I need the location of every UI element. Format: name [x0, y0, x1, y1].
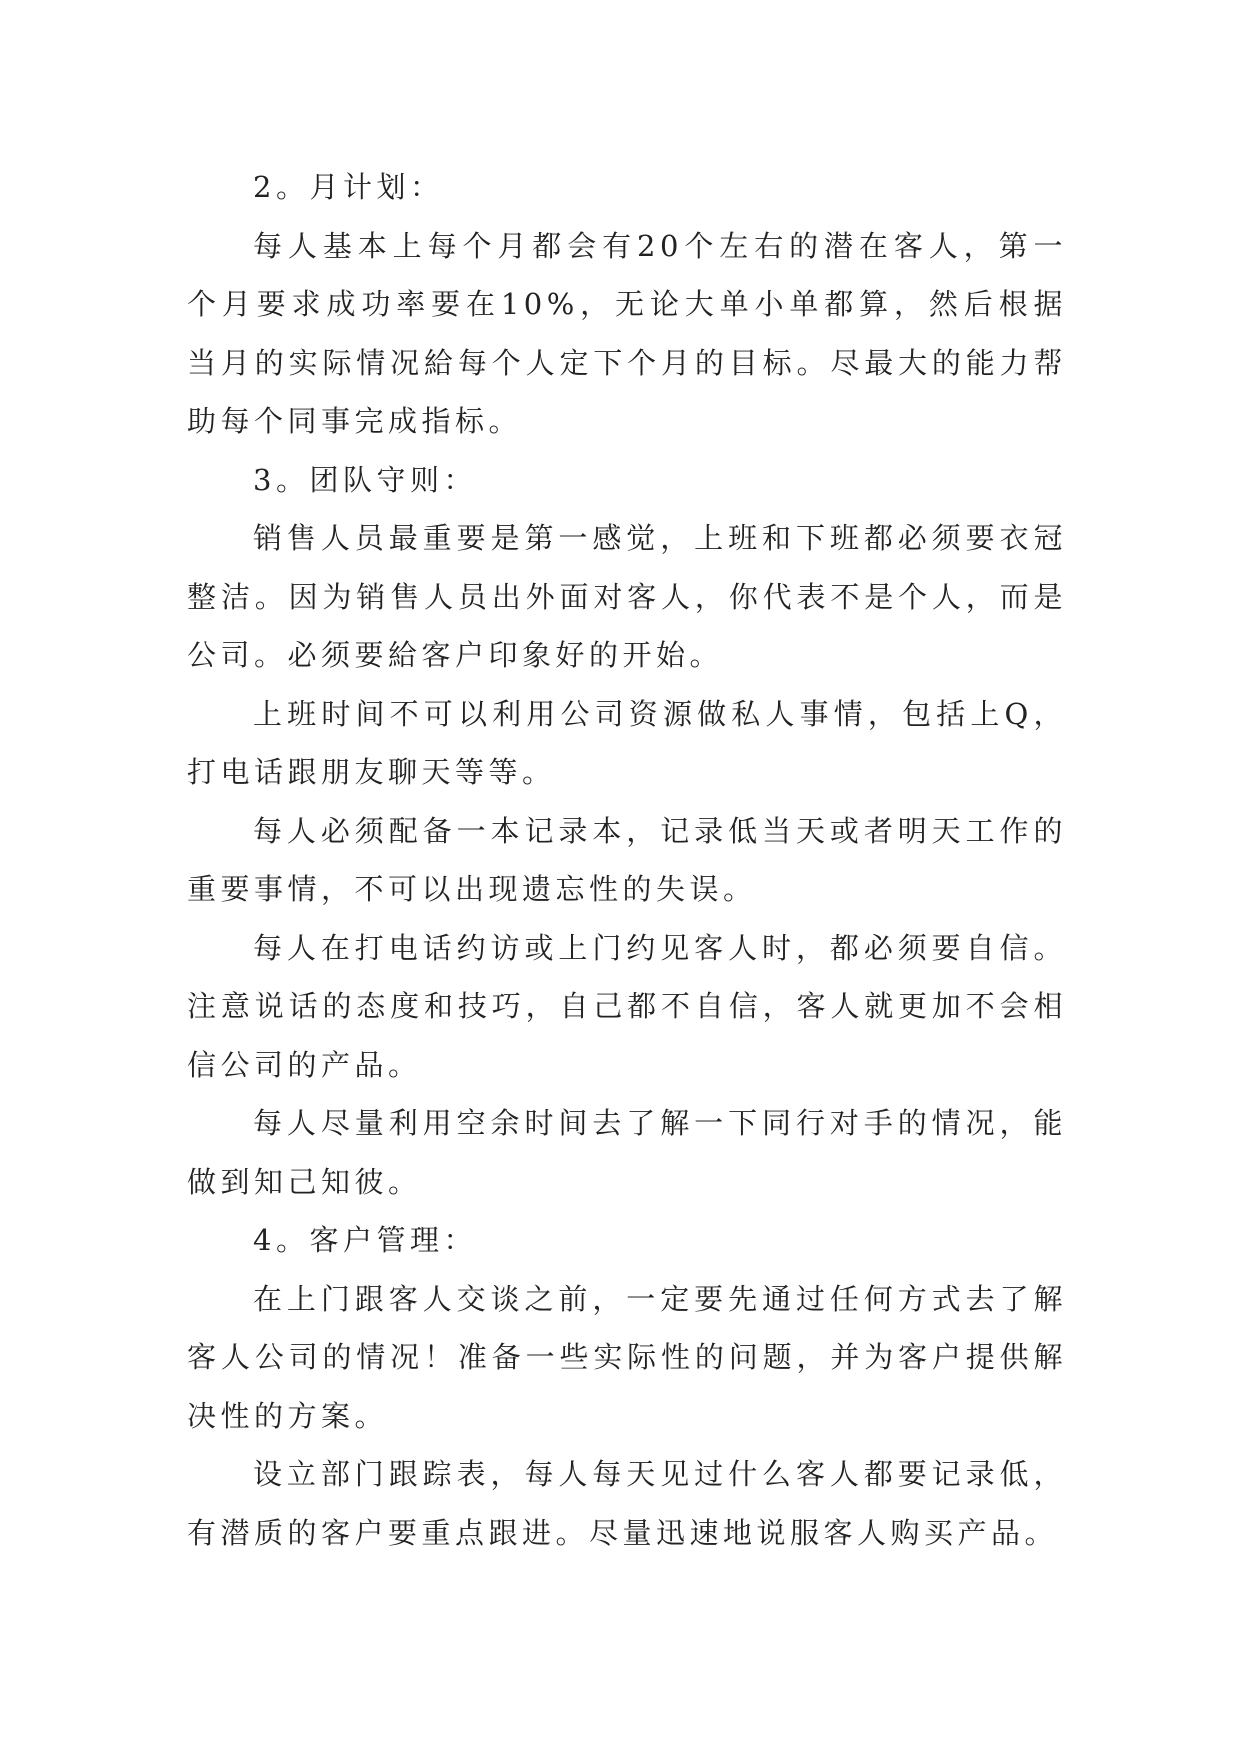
paragraph-tracking: 设立部门跟踪表，每人每天见过什么客人都要记录低，有潜质的客户要重点跟进。尽量迅速地说服客人购买产品。 — [187, 1457, 1067, 1550]
section-heading-team-rules: 3。团队守则： — [253, 462, 477, 497]
paragraph-confidence: 每人在打电话约访或上门约见客人时，都必须要自信。注意说话的态度和技巧，自己都不自信，客人就更加不会相信公司的产品。 — [187, 930, 1067, 1082]
section-heading-customer-management: 4。客户管理： — [253, 1223, 477, 1257]
paragraph-competitors: 每人尽量利用空余时间去了解一下同行对手的情况，能做到知己知彼。 — [187, 1106, 1067, 1199]
paragraph-preparation: 在上门跟客人交谈之前，一定要先通过任何方式去了解客人公司的情况！准备一些实际性的问题，并为客户提供解决性的方案。 — [187, 1281, 1067, 1433]
paragraph-monthly-plan: 每人基本上每个月都会有20个左右的潜在客人，第一个月要求成功率要在10%，无论大单小单都算，然后根据当月的实际情况給每个人定下个月的目标。尽最大的能力帮助每个同事完成指标。 — [187, 228, 1067, 438]
paragraph-appearance: 销售人员最重要是第一感觉，上班和下班都必须要衣冠整洁。因为销售人员出外面对客人，你代表不是个人，而是公司。必须要給客户印象好的开始。 — [187, 521, 1067, 672]
document-body — [187, 158, 1067, 1562]
paragraph-notebook: 每人必须配备一本记录本，记录低当天或者明天工作的重要事情，不可以出现遗忘性的失误。 — [187, 813, 1067, 906]
paragraph-work-time: 上班时间不可以利用公司资源做私人事情，包括上Q，打电话跟朋友聊天等等。 — [187, 696, 1067, 789]
section-heading-monthly-plan: 2。月计划： — [253, 170, 444, 204]
